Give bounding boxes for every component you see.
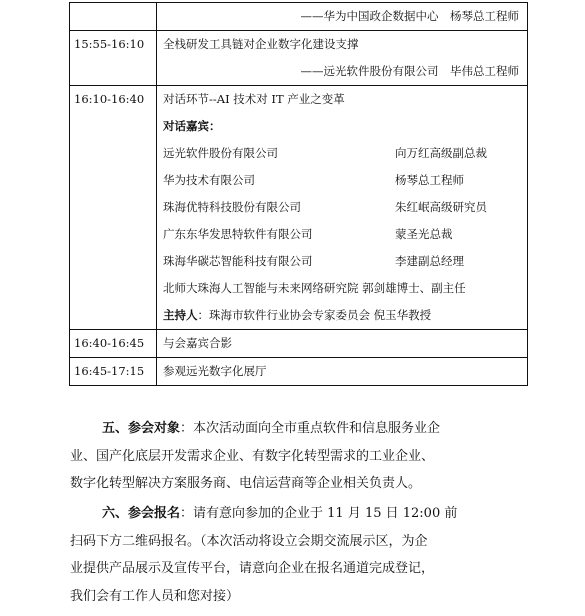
time-cell: 16:10-16:40 bbox=[70, 86, 157, 330]
talk-title: 全栈研发工具链对企业数字化建设支撑 bbox=[163, 37, 359, 51]
para-line: 业提供产品展示及宣传平台，请意向企业在报名通道完成登记， bbox=[70, 561, 435, 577]
speaker-line: ——远光软件股份有限公司 毕伟总工程师 bbox=[300, 64, 519, 78]
content-cell bbox=[157, 31, 528, 86]
host-label: 主持人 bbox=[163, 308, 198, 322]
guest-row bbox=[157, 194, 527, 221]
host-text: ：珠海市软件行业协会专家委员会 倪玉华教授 bbox=[197, 308, 432, 322]
guest-person: 朱红岷高级研究员 bbox=[395, 200, 487, 214]
content-cell bbox=[157, 86, 528, 330]
guest-org: 广东东华发思特软件有限公司 bbox=[163, 227, 313, 241]
time-cell bbox=[70, 3, 157, 31]
para-line: 扫码下方二维码报名。（本次活动将设立会期交流展示区，为企 bbox=[70, 533, 428, 549]
para-line: 六、参会报名：请有意向参加的企业于 11 月 15 日 12:00 前 bbox=[102, 506, 458, 521]
guest-org: 珠海华碳芯智能科技有限公司 bbox=[163, 254, 313, 268]
schedule-row bbox=[70, 3, 528, 31]
guest-row bbox=[157, 221, 527, 248]
schedule-row bbox=[70, 31, 528, 86]
guest-org: 华为技术有限公司 bbox=[163, 173, 255, 187]
guest-person: 李建副总经理 bbox=[395, 254, 464, 268]
guest-org: 远光软件股份有限公司 bbox=[163, 146, 278, 160]
guest-org: 珠海优特科技股份有限公司 bbox=[163, 200, 301, 214]
content-cell bbox=[157, 3, 528, 31]
schedule-row bbox=[70, 330, 528, 358]
para-line: 我们会有工作人员和您对接） bbox=[70, 588, 240, 604]
schedule-row bbox=[70, 358, 528, 386]
guest-person: 向万红高级副总裁 bbox=[395, 146, 487, 160]
section-heading: 五、参会对象 bbox=[102, 421, 181, 436]
schedule-table bbox=[69, 2, 528, 386]
guest-row bbox=[157, 140, 527, 167]
guest-row-last: 北师大珠海人工智能与未来网络研究院 郭剑雄博士、副主任 bbox=[163, 281, 466, 295]
guest-row bbox=[157, 248, 527, 275]
section-registration bbox=[70, 500, 530, 610]
activity-line: 与会嘉宾合影 bbox=[163, 336, 232, 350]
section-participants bbox=[70, 415, 530, 498]
time-cell: 16:45-17:15 bbox=[70, 358, 157, 386]
para-line: 五、参会对象：本次活动面向全市重点软件和信息服务业企 bbox=[102, 421, 441, 436]
content-cell bbox=[157, 330, 528, 358]
time-cell: 16:40-16:45 bbox=[70, 330, 157, 358]
guest-person: 蒙圣光总裁 bbox=[395, 227, 453, 241]
para-line: 数字化转型解决方案服务商、电信运营商等企业相关负责人。 bbox=[70, 476, 422, 492]
schedule-row bbox=[70, 86, 528, 330]
para-line: 业、国产化底层开发需求企业、有数字化转型需求的工业企业、 bbox=[70, 448, 435, 464]
section-heading: 六、参会报名 bbox=[102, 506, 181, 521]
guest-row bbox=[157, 167, 527, 194]
dialogue-title: 对话环节--AI 技术对 IT 产业之变革 bbox=[163, 92, 345, 106]
activity-line: 参观远光数字化展厅 bbox=[163, 364, 267, 378]
host-line bbox=[157, 302, 527, 329]
content-cell bbox=[157, 358, 528, 386]
guests-label: 对话嘉宾： bbox=[163, 119, 221, 133]
guest-person: 杨琴总工程师 bbox=[395, 173, 464, 187]
speaker-line: ——华为中国政企数据中心 杨琴总工程师 bbox=[300, 9, 519, 23]
time-cell: 15:55-16:10 bbox=[70, 31, 157, 86]
